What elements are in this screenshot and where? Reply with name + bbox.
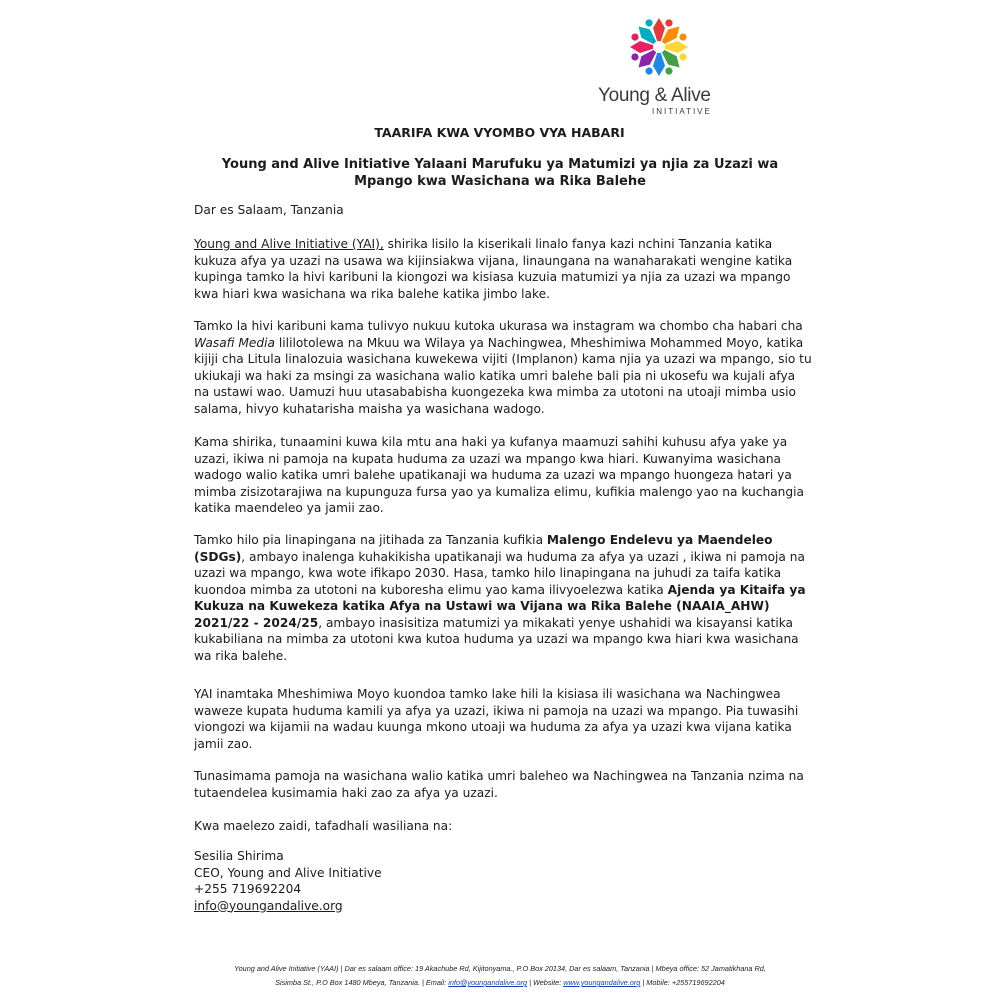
headline — [150, 156, 850, 190]
contact-block — [194, 848, 382, 914]
paragraph-2 — [194, 318, 814, 417]
footer-website-label: | Website: — [527, 978, 564, 987]
paragraph-3-text: Kama shirika, tunaamini kuwa kila mtu ana haki ya kufanya maamuzi sahihi kuhusu afya yake ya uzazi, ikiwa ni pamoja na kupata huduma za uzazi wa mpango kwa hiari. Kuwanyima wasichana wadogo walio katika umri balehe upatikanaji wa huduma za uzazi wa mpango huongeza hatari ya mimba zisizotarajiwa na kupunguza fursa yao ya kumaliza elimu, kufikia malengo yao na kuchangia katika maendeleo ya jamii zao. — [194, 435, 804, 515]
logo-head — [664, 18, 673, 27]
paragraph-4 — [194, 532, 814, 664]
paragraph-5 — [194, 686, 814, 752]
footer-address: Sisimba St., P.O Box 1480 Mbeya, Tanzania. | Email: — [275, 978, 449, 987]
paragraph-4-text-b: , ambayo inalenga kuhakikisha upatikanaji wa huduma za afya ya uzazi , ikiwa ni pamoja na uzazi wa mpango, kwa wote ifikapo 2030. Hasa, tamko hilo linapingana na juhudi za taifa katika kuondoa mimba za utotoni na kuboresha elimu yao kama ilivyoelezwa katika — [194, 549, 805, 597]
sdg-term: Malengo Endelevu ya Maendeleo (SDGs) — [194, 533, 773, 564]
footer-website-link[interactable]: www.youngandalive.org — [563, 978, 641, 987]
headline-line-1: Young and Alive Initiative Yalaani Marufuku ya Matumizi ya njia za Uzazi wa — [221, 157, 779, 172]
footer-line-2 — [100, 976, 900, 990]
paragraph-6 — [194, 768, 814, 801]
press-release-title: TAARIFA KWA VYOMBO VYA HABARI — [374, 125, 625, 140]
paragraph-3 — [194, 434, 814, 517]
headline-line-2: Mpango kwa Wasichana wa Rika Balehe — [354, 174, 646, 189]
paragraph-5-text: YAI inamtaka Mheshimiwa Moyo kuondoa tamko lake hili la kisiasa ili wasichana wa Nachingwea waweze kupata huduma kamili ya afya ya uzazi, ikiwa ni pamoja na uzazi wa mpango. Pia tuwasihi viongozi wa kijamii na wadau kuunga mkono utoaji wa huduma za afya ya uzazi kwa vijana katika jamii zao. — [194, 687, 799, 751]
footer-line-1: Young and Alive Initiative (YAAI) | Dar es salaam office: 19 Akachube Rd, Kijitonyama., P.O Box 20134, Dar es salaam, Tanzania | Mbeya office: 52 Jamatikhana Rd, — [234, 964, 766, 973]
footer-email-link[interactable]: info@youngandalive.org — [448, 978, 528, 987]
footer-mobile: | Mobile: +255719692204 — [640, 978, 725, 987]
paragraph-1-text: shirika lisilo la kiserikali linalo fanya kazi nchini Tanzania katika kukuza afya ya uzazi na usawa wa kijinsiakwa vijana, linaungana na wanaharakati wengine katika kupinga tamko la hivi karibuni la kiongozi wa kisiasa kuzuia matumizi ya njia za uzazi wa mpango kwa hiari kwa wasichana wa rika balehe katika jimbo lake. — [194, 237, 793, 301]
logo-head — [644, 66, 653, 75]
logo-head — [644, 18, 653, 27]
paragraph-2-text-a: Tamko la hivi karibuni kama tulivyo nukuu kutoka ukurasa wa instagram wa chombo cha habari cha — [194, 319, 803, 333]
contact-email-link[interactable]: info@youngandalive.org — [194, 898, 343, 913]
logo-head — [678, 52, 687, 61]
logo-subtitle: INITIATIVE — [652, 107, 712, 116]
org-link[interactable]: Young and Alive Initiative (YAI), — [194, 237, 384, 251]
paragraph-4-text-c: , ambayo inasisitiza matumizi ya mikakati yenye ushahidi wa kisayansi katika kukabiliana na mimba za utotoni kwa kutoa huduma ya uzazi wa mpango kwa hiari kwa wasichana wa rika balehe. — [194, 615, 799, 663]
footer — [100, 962, 900, 990]
contact-phone: +255 719692204 — [194, 882, 302, 896]
paragraph-2-text-b: lililotolewa na Mkuu wa Wilaya ya Nachingwea, Mheshimiwa Mohammed Moyo, katika kijiji cha Litula linalozuia wasichana kuwekewa vijiti (Implanon) kama njia ya uzazi wa mpango, sio tu ukiukaji wa haki za msingi za wasichana walio katika umri balehe bali pia ni ukosefu wa kujali afya na ustawi wao. Uamuzi huu utasababisha kuongezeka kwa mimba za utotoni na utoaji mimba usio salama, hivyo kuhatarisha maisha ya wasichana wadogo. — [194, 335, 812, 416]
media-name: Wasafi Media — [194, 335, 276, 350]
paragraph-4-text-a: Tamko hilo pia linapingana na jitihada za Tanzania kufikia — [194, 533, 547, 547]
paragraph-6-text: Tunasimama pamoja na wasichana walio katika umri baleheo wa Nachingwea na Tanzania nzima na tutaendelea kusimamia haki zao za afya ya uzazi. — [194, 769, 804, 800]
logo-head — [664, 66, 673, 75]
paragraph-1 — [194, 236, 814, 302]
logo-head — [630, 32, 639, 41]
logo-name: Young & Alive — [598, 85, 711, 106]
dateline-text: Dar es Salaam, Tanzania — [194, 203, 344, 217]
contact-role: CEO, Young and Alive Initiative — [194, 865, 382, 880]
paragraph-7 — [194, 818, 814, 835]
logo-head — [630, 52, 639, 61]
paragraph-7-text: Kwa maelezo zaidi, tafadhali wasiliana na: — [194, 819, 453, 833]
logo — [596, 14, 724, 116]
contact-name: Sesilia Shirima — [194, 849, 284, 863]
logo-head — [678, 32, 687, 41]
naaia-term: Ajenda ya Kitaifa ya Kukuza na Kuwekeza katika Afya na Ustawi wa Vijana wa Rika Balehe (NAAIA_AHW) 2021/22 - 2024/25 — [194, 582, 806, 630]
dateline — [194, 202, 814, 219]
star-people-icon — [626, 14, 692, 80]
